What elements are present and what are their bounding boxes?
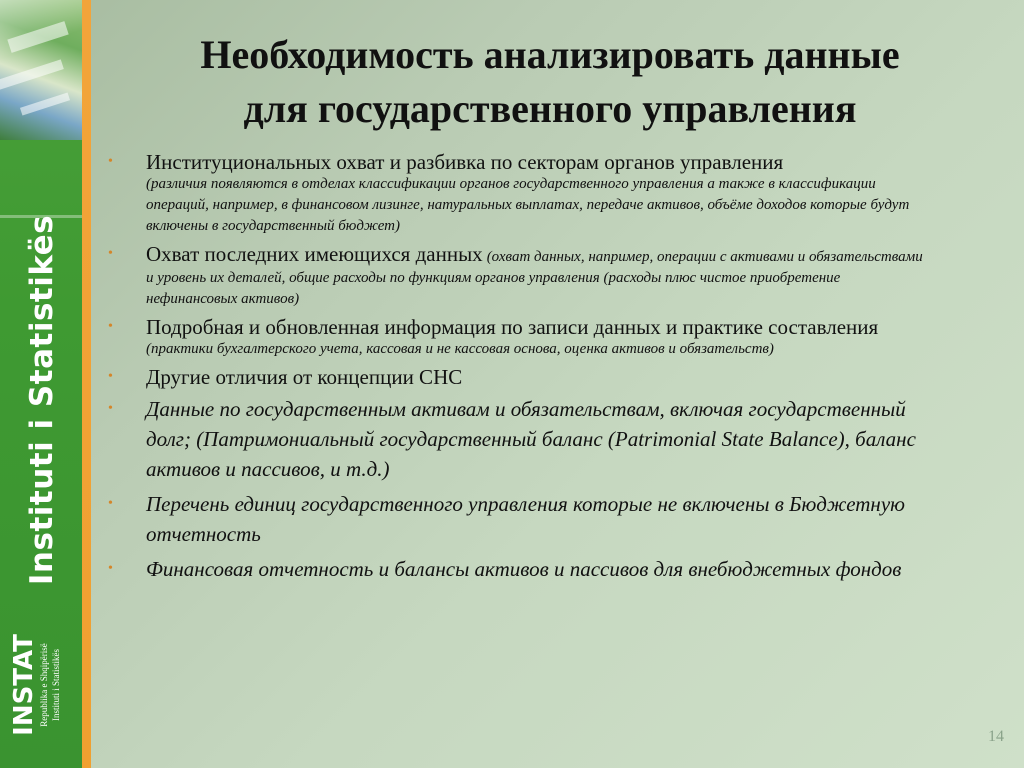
bullet-item [108, 489, 928, 549]
bullet-main-text: Институциональных охват и разбивка по секторам органов управления [146, 150, 784, 174]
bullet-note-text: (практики бухгалтерского учета, кассовая и не кассовая основа, оценка активов и обязательств) [146, 341, 774, 357]
left-sidebar [0, 0, 82, 768]
bullet-item [108, 394, 928, 484]
bullet-note-text: (охват данных, например, операции с активами и обязательствами и уровень их деталей, общие расходы по функциям органов управления (расходы плюс чистое приобретение нефинансовых активов) [146, 249, 923, 307]
instat-logo [10, 625, 72, 745]
brand-vertical-text: Instituti i Statistikës [24, 214, 60, 586]
bullet-main-text: Перечень единиц государственного управления которые не включены в Бюджетную отчетность [146, 492, 905, 546]
bullet-icon: • [108, 369, 113, 384]
slide-title [100, 28, 1000, 136]
bullet-icon: • [108, 246, 113, 261]
logo-subtitle-institute: Instituti i Statistikës [51, 648, 61, 722]
bullet-item [108, 365, 928, 389]
title-line-2: для государственного управления [243, 86, 857, 131]
bullet-main-text: Другие отличия от концепции СНС [146, 365, 463, 389]
logo-text: INSTAT [9, 634, 39, 736]
bullet-list [108, 150, 928, 589]
bullet-note-text: (различия появляются в отделах классификации органов государственного управления а также в классификации операций, например, в финансовом лизинге, натуральных выплатах, передаче активов, объёме доходов которые будут включены в государственный бюджет) [146, 176, 910, 234]
bullet-main-text: Данные по государственным активам и обязательствам, включая государственный долг; (Патримониальный государственный баланс (Patrimonial State Balance), баланс активов и пассивов, и т.д.) [146, 397, 916, 481]
bullet-icon: • [108, 319, 113, 334]
bullet-main-text: Финансовая отчетность и балансы активов и пассивов для внебюджетных фондов [146, 557, 902, 581]
bullet-item [108, 554, 928, 584]
orange-accent-strip [82, 0, 91, 768]
bullet-icon: • [108, 561, 113, 576]
bullet-main-text: Подробная и обновленная информация по записи данных и практике составления [146, 315, 879, 339]
logo-subtitle-country: Republika e Shqipërisë [39, 643, 49, 727]
bullet-icon: • [108, 154, 113, 169]
bullet-main-text: Охват последних имеющихся данных [146, 242, 483, 266]
page-number: 14 [988, 728, 1004, 745]
sidebar-photo-image [0, 0, 82, 140]
bullet-item [108, 150, 928, 237]
title-line-1: Необходимость анализировать данные [200, 32, 900, 77]
bullet-item [108, 242, 928, 310]
bullet-icon: • [108, 401, 113, 416]
bullet-item [108, 315, 928, 360]
bullet-icon: • [108, 496, 113, 511]
